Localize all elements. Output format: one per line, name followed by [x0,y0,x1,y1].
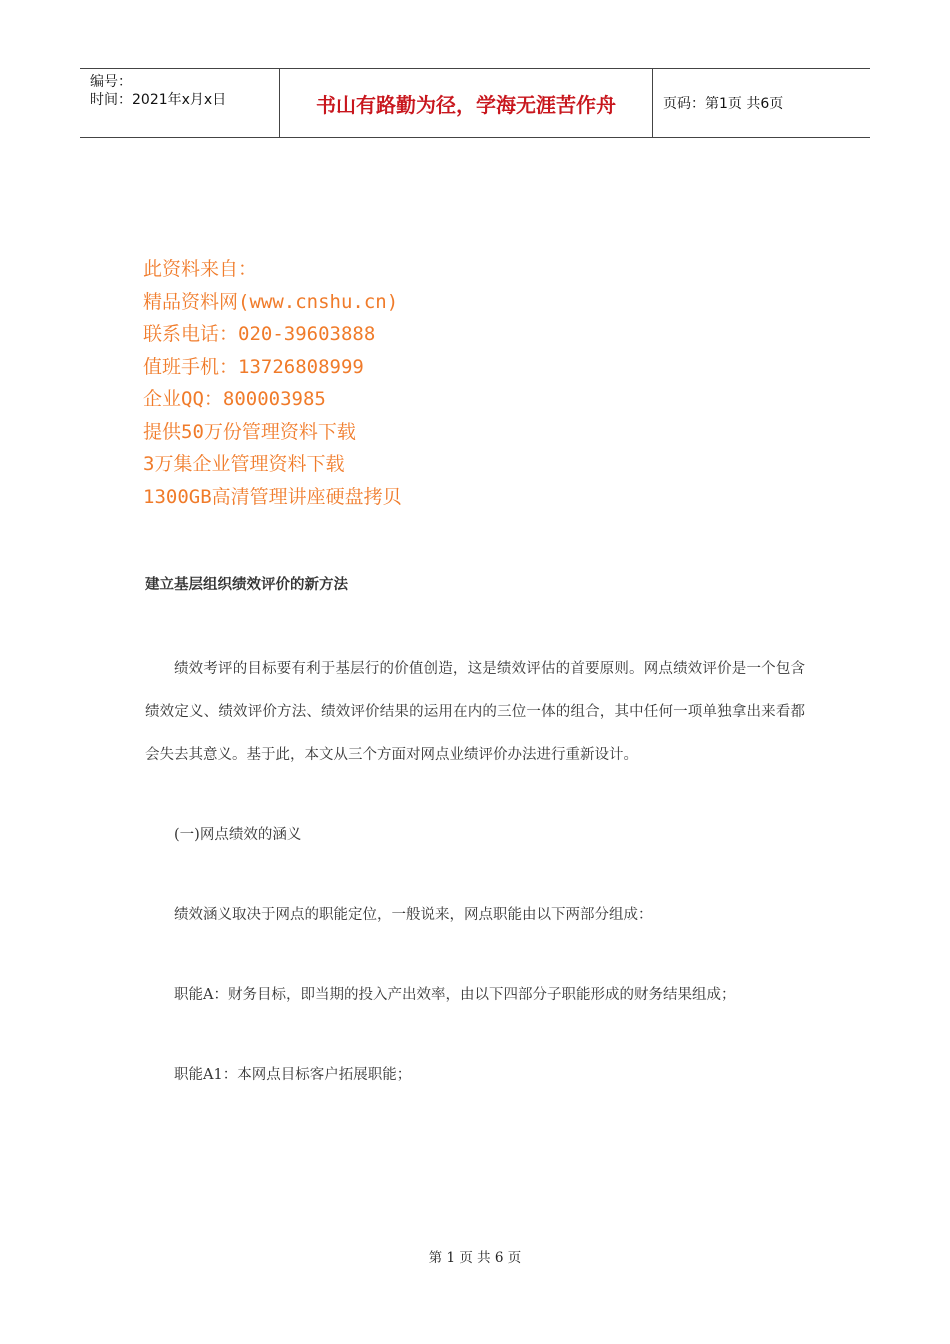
source-info-block [143,253,402,513]
source-line: 值班手机：13726808999 [143,355,364,378]
paragraph: 职能A1：本网点目标客户拓展职能； [174,1067,412,1083]
source-line: 此资料来自： [143,258,258,280]
header-motto: 书山有路勤为径，学海无涯苦作舟 [280,69,653,137]
paragraph: 绩效考评的目标要有利于基层行的价值创造，这是绩效评估的首要原则。网点绩效评价是一个包含绩效定义、绩效评价方法、绩效评价结果的运用在内的三位一体的组合，其中任何一项单独拿出来看都会失去其意义。基于此，本文从三个方面对网点业绩评价办法进行重新设计。 [145,661,805,763]
page-header [80,68,870,138]
section-heading: (一)网点绩效的涵义 [174,827,302,843]
document-title: 建立基层组织绩效评价的新方法 [145,576,348,593]
number-label: 编号： [90,74,132,90]
header-page-info: 页码：第1页 共6页 [663,96,784,112]
paragraph: 绩效涵义取决于网点的职能定位，一般说来，网点职能由以下两部分组成： [174,907,653,923]
document-body [145,648,805,1097]
page-footer: 第 1 页 共 6 页 [428,1250,522,1266]
source-line: 企业QQ：800003985 [143,388,326,410]
paragraph: 职能A：财务目标，即当期的投入产出效率，由以下四部分子职能形成的财务结果组成； [174,987,736,1003]
source-line: 联系电话：020-39603888 [143,323,376,345]
source-line: 提供50万份管理资料下载 [143,420,356,443]
date-label: 时间：2021年x月x日 [90,92,227,108]
source-line: 精品资料网(www.cnshu.cn) [143,290,399,313]
header-meta [80,69,280,137]
source-line: 3万集企业管理资料下载 [143,453,345,475]
source-line: 1300GB高清管理讲座硬盘拷贝 [143,485,402,508]
